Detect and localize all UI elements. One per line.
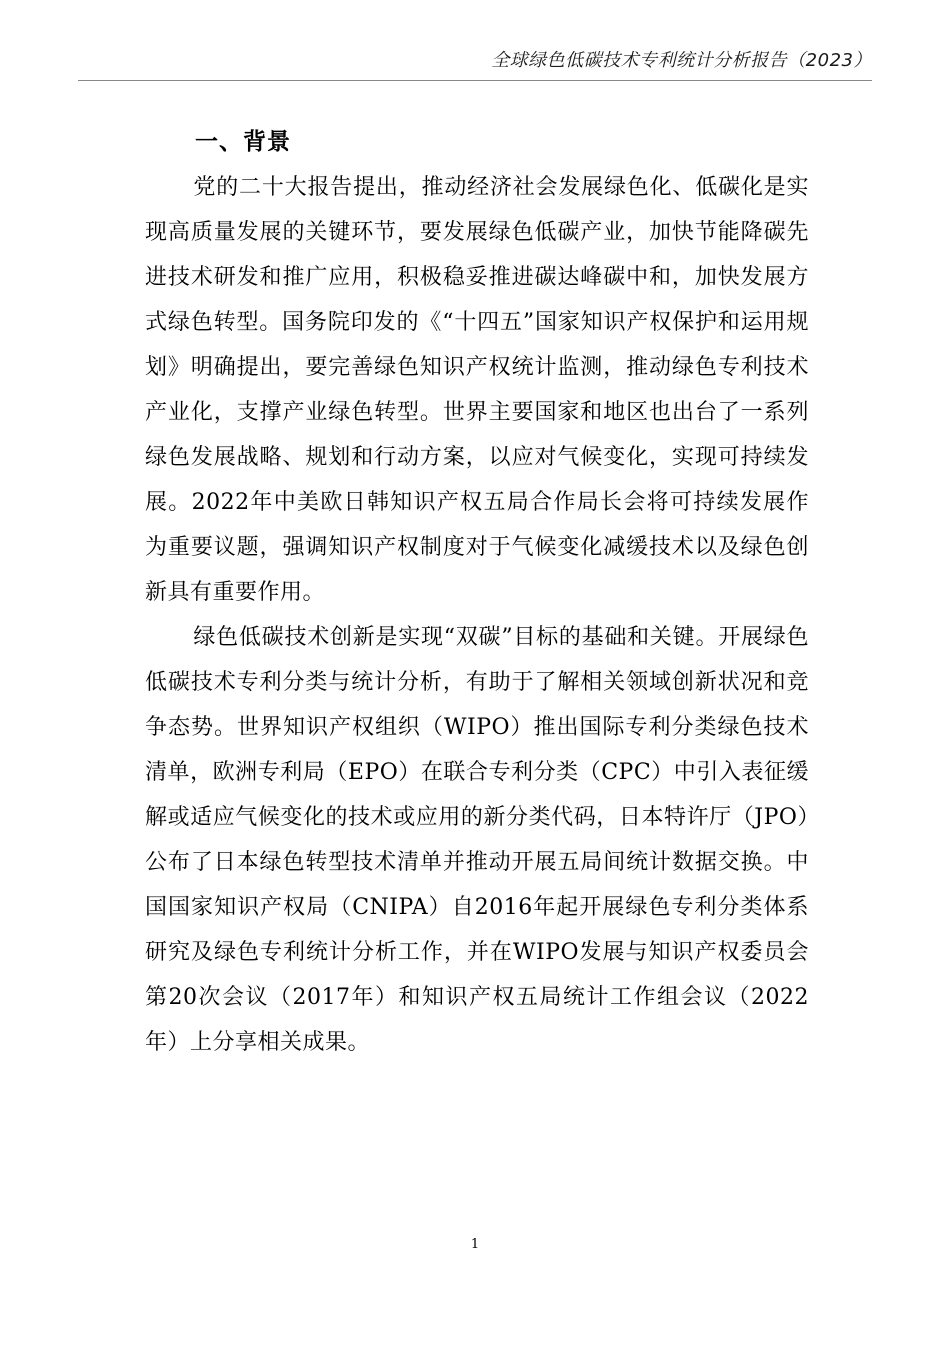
page-body: [145, 120, 809, 1065]
body-paragraph-2: 绿色低碳技术创新是实现“双碳”目标的基础和关键。开展绿色低碳技术专利分类与统计分析，有助于了解相关领域创新状况和竞争态势。世界知识产权组织（WIPO）推出国际专利分类绿色技术清单，欧洲专利局（EPO）在联合专利分类（CPC）中引入表征缓解或适应气候变化的技术或应用的新分类代码，日本特许厅（JPO）公布了日本绿色转型技术清单并推动开展五局间统计数据交换。中国国家知识产权局（CNIPA）自2016年起开展绿色专利分类体系研究及绿色专利统计分析工作，并在WIPO发展与知识产权委员会第20次会议（2017年）和知识产权五局统计工作组会议（2022年）上分享相关成果。: [145, 625, 809, 1055]
header-divider: [78, 80, 872, 81]
body-paragraph-1: 党的二十大报告提出，推动经济社会发展绿色化、低碳化是实现高质量发展的关键环节，要发展绿色低碳产业，加快节能降碳先进技术研发和推广应用，积极稳妥推进碳达峰碳中和，加快发展方式绿色转型。国务院印发的《“十四五”国家知识产权保护和运用规划》明确提出，要完善绿色知识产权统计监测，推动绿色专利技术产业化，支撑产业绿色转型。世界主要国家和地区也出台了一系列绿色发展战略、规划和行动方案，以应对气候变化，实现可持续发展。2022年中美欧日韩知识产权五局合作局长会将可持续发展作为重要议题，强调知识产权制度对于气候变化减缓技术以及绿色创新具有重要作用。: [145, 175, 809, 605]
section-heading: 一、背景: [195, 129, 291, 155]
page-number: 1: [470, 1237, 480, 1252]
running-header-title: 全球绿色低碳技术专利统计分析报告（2023）: [491, 50, 872, 71]
